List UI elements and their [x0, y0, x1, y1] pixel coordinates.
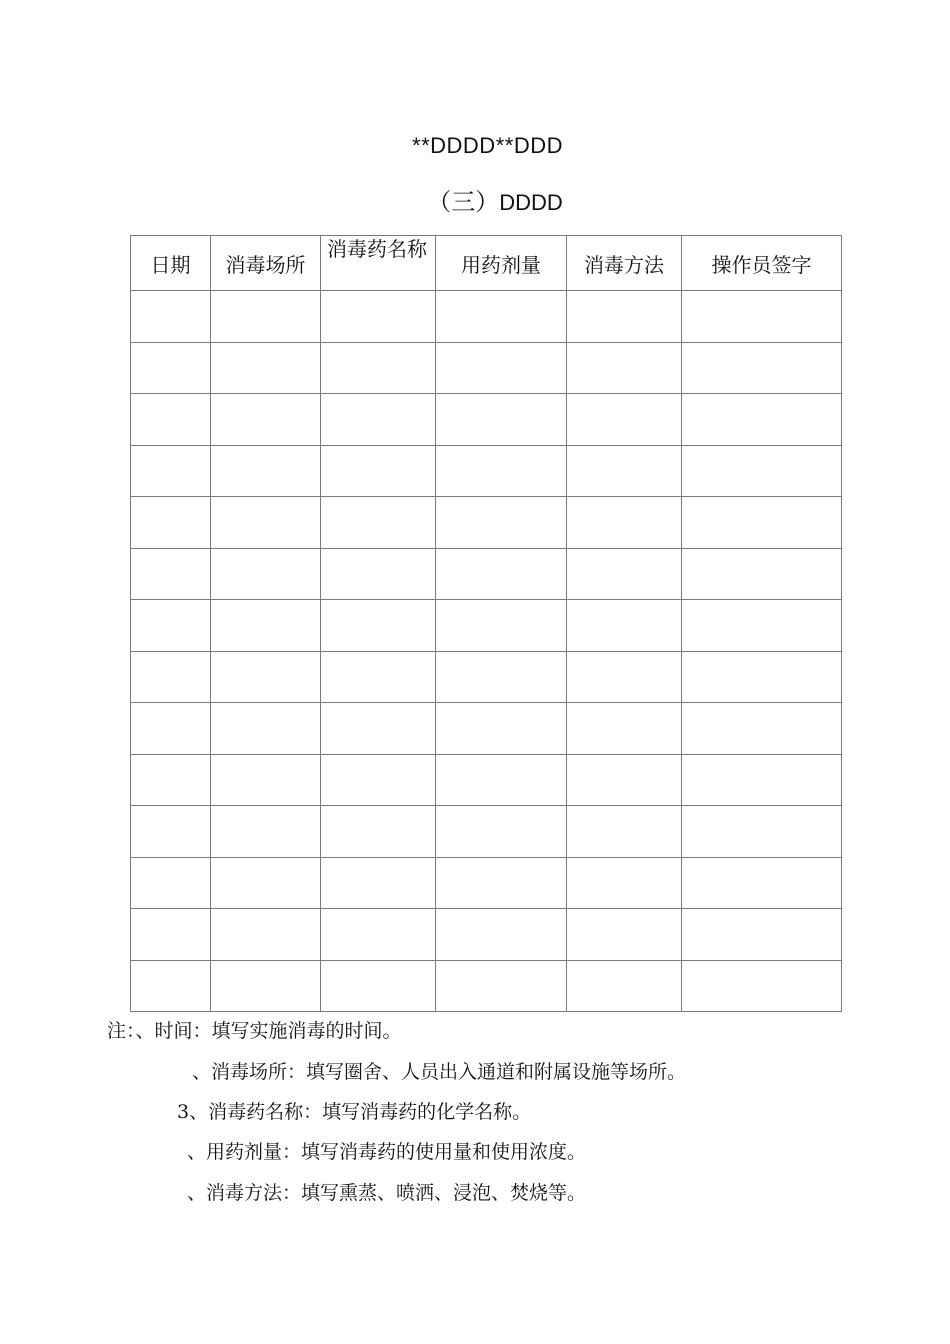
- table-cell[interactable]: [436, 497, 567, 549]
- table-cell[interactable]: [321, 394, 436, 446]
- table-cell[interactable]: [131, 960, 211, 1012]
- table-header-row: [131, 236, 842, 291]
- table-cell[interactable]: [436, 651, 567, 703]
- table-cell[interactable]: [211, 651, 321, 703]
- table-row: [131, 445, 842, 497]
- table-cell[interactable]: [131, 703, 211, 755]
- table-cell[interactable]: [682, 857, 842, 909]
- table-row: [131, 960, 842, 1012]
- table-row: [131, 703, 842, 755]
- table-cell[interactable]: [567, 909, 682, 961]
- table-cell[interactable]: [131, 342, 211, 394]
- table-cell[interactable]: [321, 857, 436, 909]
- table-cell[interactable]: [211, 548, 321, 600]
- table-cell[interactable]: [567, 445, 682, 497]
- table-cell[interactable]: [211, 342, 321, 394]
- table-cell[interactable]: [131, 909, 211, 961]
- table-row: [131, 394, 842, 446]
- table-cell[interactable]: [436, 548, 567, 600]
- table-row: [131, 857, 842, 909]
- table-cell[interactable]: [211, 394, 321, 446]
- table-cell[interactable]: [567, 342, 682, 394]
- disinfection-record-table: [130, 235, 842, 1012]
- table-cell[interactable]: [682, 342, 842, 394]
- note-item: 、消毒方法：填写熏蒸、喷洒、浸泡、焚烧等。: [187, 1182, 587, 1204]
- table-cell[interactable]: [131, 394, 211, 446]
- section-number: （三）: [427, 188, 500, 216]
- table-cell[interactable]: [131, 497, 211, 549]
- table-cell[interactable]: [211, 806, 321, 858]
- table-row: [131, 497, 842, 549]
- table-row: [131, 548, 842, 600]
- table-row: [131, 754, 842, 806]
- table-cell[interactable]: [131, 291, 211, 343]
- table-cell[interactable]: [567, 703, 682, 755]
- table-row: [131, 291, 842, 343]
- table-cell[interactable]: [321, 342, 436, 394]
- table-cell[interactable]: [131, 754, 211, 806]
- table-row: [131, 909, 842, 961]
- table-cell[interactable]: [567, 754, 682, 806]
- header-method: 消毒方法: [567, 236, 682, 291]
- table-cell[interactable]: [131, 600, 211, 652]
- table-cell[interactable]: [436, 909, 567, 961]
- table-cell[interactable]: [436, 806, 567, 858]
- table-cell[interactable]: [321, 445, 436, 497]
- table-row: [131, 600, 842, 652]
- table-cell[interactable]: [567, 394, 682, 446]
- table-cell[interactable]: [131, 651, 211, 703]
- table-cell[interactable]: [436, 291, 567, 343]
- table-cell[interactable]: [321, 806, 436, 858]
- table-cell[interactable]: [211, 445, 321, 497]
- note-item: 、用药剂量：填写消毒药的使用量和使用浓度。: [187, 1141, 587, 1163]
- table-cell[interactable]: [211, 960, 321, 1012]
- table-cell[interactable]: [321, 291, 436, 343]
- table-cell[interactable]: [567, 600, 682, 652]
- table-cell[interactable]: [436, 703, 567, 755]
- document-title: **DDDD**DDD: [412, 133, 563, 158]
- table-cell[interactable]: [321, 703, 436, 755]
- table-cell[interactable]: [211, 754, 321, 806]
- table-cell[interactable]: [321, 909, 436, 961]
- table-cell[interactable]: [682, 651, 842, 703]
- table-cell[interactable]: [567, 857, 682, 909]
- table-cell[interactable]: [567, 651, 682, 703]
- table-cell[interactable]: [567, 548, 682, 600]
- table-cell[interactable]: [567, 806, 682, 858]
- header-operator-signature: 操作员签字: [682, 236, 842, 291]
- table-cell[interactable]: [682, 394, 842, 446]
- table-cell[interactable]: [682, 600, 842, 652]
- table-cell[interactable]: [321, 651, 436, 703]
- table-cell[interactable]: [211, 703, 321, 755]
- notes-line-1: [107, 1016, 402, 1043]
- table-row: [131, 806, 842, 858]
- table-cell[interactable]: [682, 445, 842, 497]
- header-dosage: 用药剂量: [436, 236, 567, 291]
- table-cell[interactable]: [436, 754, 567, 806]
- table-cell[interactable]: [131, 806, 211, 858]
- table-cell[interactable]: [321, 497, 436, 549]
- table-cell[interactable]: [321, 600, 436, 652]
- header-disinfectant-name: 消毒药名称: [321, 236, 436, 291]
- table-cell[interactable]: [682, 291, 842, 343]
- table-cell[interactable]: [211, 497, 321, 549]
- table-cell[interactable]: [321, 548, 436, 600]
- section-title: [0, 182, 950, 217]
- table-cell[interactable]: [682, 960, 842, 1012]
- note-item: 、消毒场所：填写圈舍、人员出入通道和附属设施等场所。: [192, 1061, 687, 1083]
- table-cell[interactable]: [682, 703, 842, 755]
- table-cell[interactable]: [682, 497, 842, 549]
- table-cell[interactable]: [436, 960, 567, 1012]
- table-cell[interactable]: [211, 909, 321, 961]
- header-date: 日期: [131, 236, 211, 291]
- table-body: [131, 291, 842, 1012]
- table-cell[interactable]: [436, 394, 567, 446]
- table-cell[interactable]: [682, 548, 842, 600]
- table-cell[interactable]: [321, 960, 436, 1012]
- table-cell[interactable]: [436, 342, 567, 394]
- table-cell[interactable]: [211, 857, 321, 909]
- header-location: 消毒场所: [211, 236, 321, 291]
- table-cell[interactable]: [131, 548, 211, 600]
- table-cell[interactable]: [131, 857, 211, 909]
- section-name: DDDD: [499, 190, 563, 215]
- note-item: 3、消毒药名称：填写消毒药的化学名称。: [177, 1101, 532, 1123]
- table-cell[interactable]: [567, 291, 682, 343]
- table-cell[interactable]: [567, 960, 682, 1012]
- table-cell[interactable]: [211, 291, 321, 343]
- table-cell[interactable]: [131, 445, 211, 497]
- table-cell[interactable]: [321, 754, 436, 806]
- table-row: [131, 342, 842, 394]
- table-cell[interactable]: [436, 857, 567, 909]
- table-row: [131, 651, 842, 703]
- table-cell[interactable]: [682, 909, 842, 961]
- notes-label: 注：: [107, 1020, 136, 1042]
- table-cell[interactable]: [436, 600, 567, 652]
- note-item: 、时间：填写实施消毒的时间。: [135, 1020, 402, 1042]
- table-cell[interactable]: [682, 754, 842, 806]
- table-cell[interactable]: [436, 445, 567, 497]
- table-cell[interactable]: [682, 806, 842, 858]
- table-cell[interactable]: [567, 497, 682, 549]
- table-cell[interactable]: [211, 600, 321, 652]
